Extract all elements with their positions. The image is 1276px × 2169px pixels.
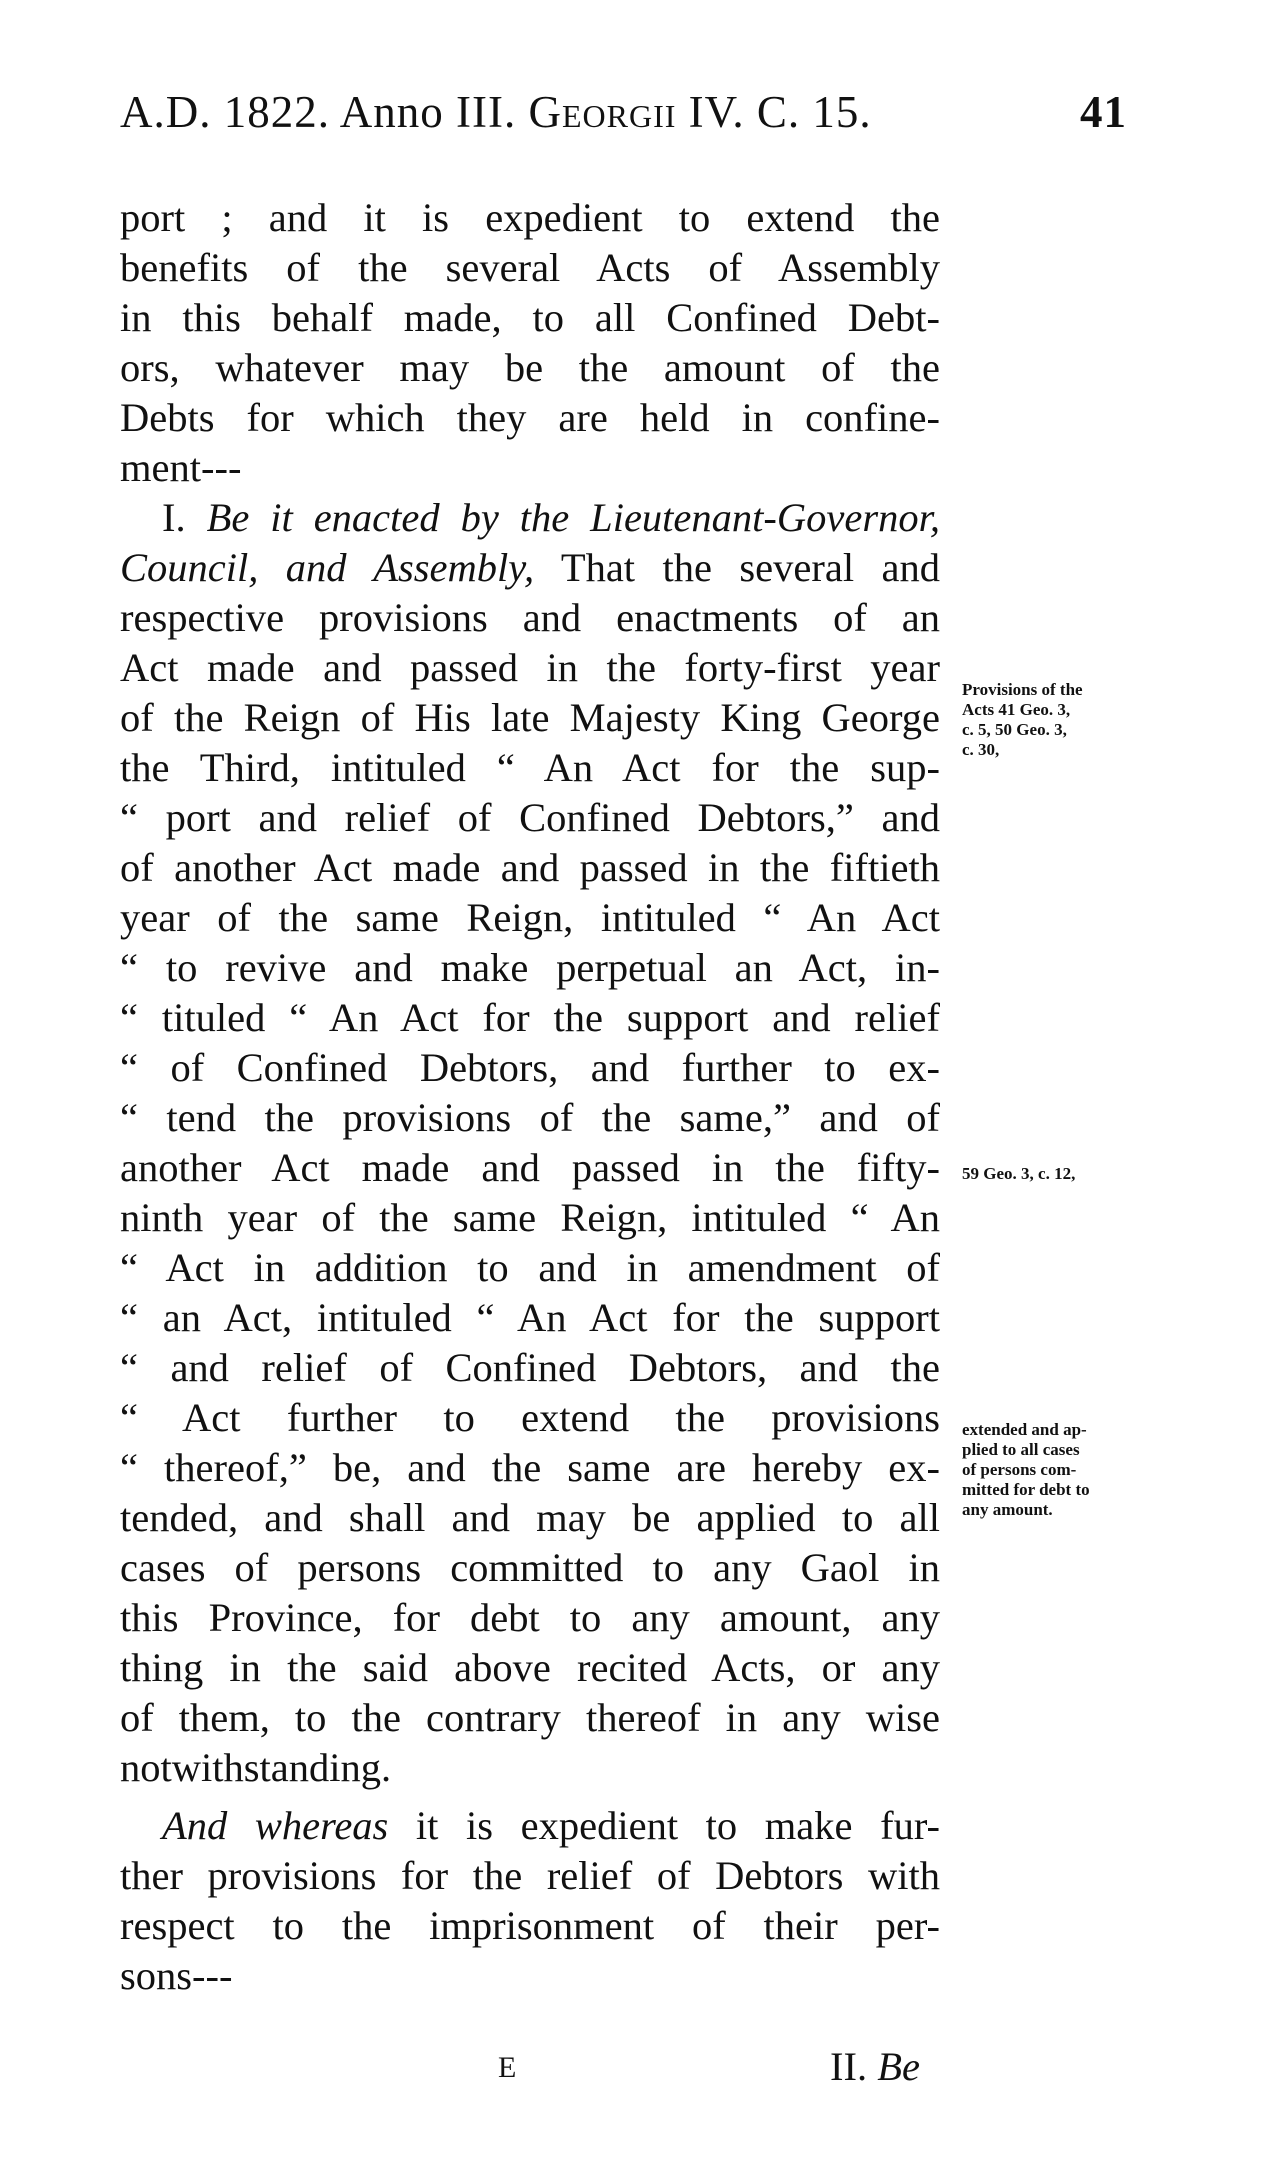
- body-line: sons---: [120, 1953, 233, 1998]
- enacting-words-cont: Council, and Assembly,: [120, 545, 535, 590]
- body-line: ment---: [120, 445, 242, 490]
- margin-note-line: mitted for debt to: [962, 1480, 1090, 1499]
- title-suffix: IV. C. 15.: [676, 87, 872, 137]
- margin-note-line: c. 30,: [962, 740, 1000, 759]
- section-1-enacting-clause: [120, 493, 940, 543]
- catchword: [830, 2043, 920, 2090]
- title-prefix: A.D. 1822. Anno III.: [120, 87, 529, 137]
- body-line: benefits of the several Acts of Assembly: [120, 245, 940, 290]
- body-line: another Act made and passed in the fifty-: [120, 1145, 940, 1190]
- body-text: [120, 193, 940, 2001]
- margin-note-line: plied to all cases: [962, 1440, 1080, 1459]
- body-line: “ port and relief of Confined Debtors,” and: [120, 795, 940, 840]
- catchword-italic: Be: [877, 2044, 920, 2089]
- title-georgii: Georgii: [528, 87, 677, 137]
- margin-note-line: any amount.: [962, 1500, 1053, 1519]
- body-line: Debts for which they are held in confine-: [120, 395, 940, 440]
- margin-note-extended: [962, 1420, 1172, 1520]
- page-number: 41: [1080, 87, 1127, 137]
- section-1-number: I.: [162, 495, 186, 540]
- body-line-rest: That the several and: [534, 545, 940, 590]
- margin-note-provisions: [962, 680, 1172, 760]
- body-line: of the Reign of His late Majesty King George: [120, 695, 940, 740]
- margin-note-line: Provisions of the: [962, 680, 1083, 699]
- body-line: of another Act made and passed in the fiftieth: [120, 845, 940, 890]
- body-line: ors, whatever may be the amount of the: [120, 345, 940, 390]
- signature-mark: E: [498, 2051, 517, 2084]
- body-line: ther provisions for the relief of Debtors with: [120, 1853, 940, 1898]
- margin-note-59-geo: [962, 1164, 1172, 1184]
- body-line: respective provisions and enactments of an: [120, 595, 940, 640]
- margin-note-line: Acts 41 Geo. 3,: [962, 700, 1071, 719]
- body-line: of them, to the contrary thereof in any wise: [120, 1695, 940, 1740]
- body-line: “ to revive and make perpetual an Act, in-: [120, 945, 940, 990]
- margin-note-line: 59 Geo. 3, c. 12,: [962, 1164, 1076, 1183]
- whereas-rest: it is expedient to make fur-: [388, 1803, 940, 1848]
- body-line: “ of Confined Debtors, and further to ex-: [120, 1045, 940, 1090]
- body-line: “ and relief of Confined Debtors, and the: [120, 1345, 940, 1390]
- running-head: [120, 86, 1180, 146]
- body-line: thing in the said above recited Acts, or any: [120, 1645, 940, 1690]
- whereas-clause: [120, 1801, 940, 1851]
- body-line: this Province, for debt to any amount, any: [120, 1595, 940, 1640]
- margin-note-line: c. 5, 50 Geo. 3,: [962, 720, 1067, 739]
- running-head-title: [120, 86, 872, 138]
- catchword-number: II.: [830, 2044, 868, 2089]
- body-line: port ; and it is expedient to extend the: [120, 195, 940, 240]
- body-line: in this behalf made, to all Confined Debt-: [120, 295, 940, 340]
- body-line: “ Act further to extend the provisions: [120, 1395, 940, 1440]
- body-line: the Third, intituled “ An Act for the sup-: [120, 745, 940, 790]
- body-line: “ thereof,” be, and the same are hereby ex-: [120, 1445, 940, 1490]
- body-line: “ tituled “ An Act for the support and relief: [120, 995, 940, 1040]
- body-line: “ an Act, intituled “ An Act for the support: [120, 1295, 940, 1340]
- page-footer: [120, 2043, 940, 2093]
- body-line: respect to the imprisonment of their per-: [120, 1903, 940, 1948]
- body-line: “ Act in addition to and in amendment of: [120, 1245, 940, 1290]
- body-line: notwithstanding.: [120, 1745, 392, 1790]
- body-line: cases of persons committed to any Gaol in: [120, 1545, 940, 1590]
- enacting-words: Be it enacted by the Lieutenant-Governor,: [206, 495, 940, 540]
- body-line: [120, 543, 940, 593]
- body-line: Act made and passed in the forty-first year: [120, 645, 940, 690]
- body-line: “ tend the provisions of the same,” and of: [120, 1095, 940, 1140]
- margin-note-line: of persons com-: [962, 1460, 1077, 1479]
- body-line: tended, and shall and may be applied to all: [120, 1495, 940, 1540]
- margin-note-line: extended and ap-: [962, 1420, 1087, 1439]
- body-line: ninth year of the same Reign, intituled “ An: [120, 1195, 940, 1240]
- body-line: year of the same Reign, intituled “ An Act: [120, 895, 940, 940]
- whereas-words: And whereas: [162, 1803, 389, 1848]
